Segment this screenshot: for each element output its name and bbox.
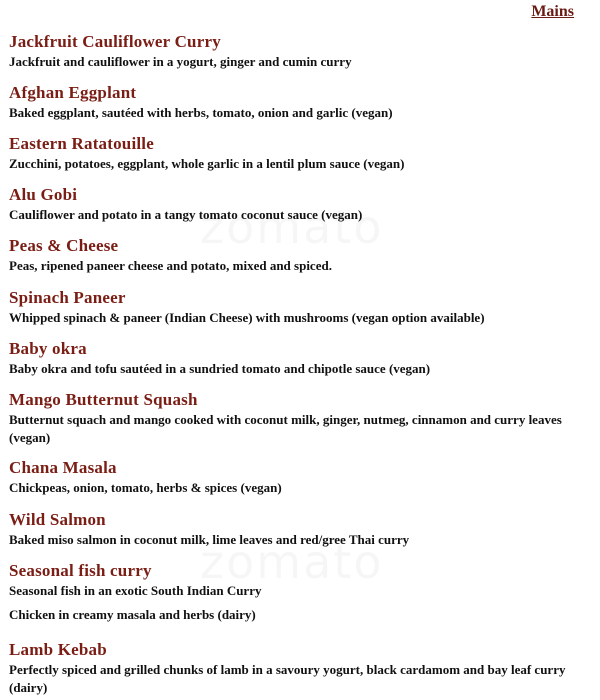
menu-item [9, 561, 590, 600]
menu-item [9, 83, 590, 122]
menu-item [9, 510, 590, 549]
section-title: Mains [531, 3, 574, 20]
item-name: Eastern Ratatouille [9, 134, 154, 153]
menu-item [9, 236, 590, 275]
item-name: Mango Butternut Squash [9, 390, 198, 409]
item-name: Alu Gobi [9, 185, 78, 204]
item-description: Seasonal fish in an exotic South Indian Curry [9, 583, 262, 598]
item-name: Baby okra [9, 339, 87, 358]
item-name: Spinach Paneer [9, 288, 126, 307]
menu-item [9, 134, 590, 173]
item-description: Whipped spinach & paneer (Indian Cheese) with mushrooms (vegan option available) [9, 310, 485, 325]
menu-item [9, 458, 590, 497]
item-name: Chana Masala [9, 458, 117, 477]
item-name: Afghan Eggplant [9, 83, 137, 102]
menu-item [9, 640, 590, 697]
item-description: Butternut squach and mango cooked with coconut milk, ginger, nutmeg, cinnamon and curry leaves (vegan) [9, 412, 562, 445]
item-name: Seasonal fish curry [9, 561, 152, 580]
item-name: Peas & Cheese [9, 236, 119, 255]
item-description: Perfectly spiced and grilled chunks of lamb in a savoury yogurt, black cardamom and bay leaf curry (dairy) [9, 662, 566, 695]
item-description: Peas, ripened paneer cheese and potato, mixed and spiced. [9, 258, 332, 273]
item-name: Wild Salmon [9, 510, 106, 529]
item-description: Baked eggplant, sautéed with herbs, tomato, onion and garlic (vegan) [9, 105, 393, 120]
item-description: Zucchini, potatoes, eggplant, whole garlic in a lentil plum sauce (vegan) [9, 156, 405, 171]
item-name: Lamb Kebab [9, 640, 107, 659]
item-description: Baked miso salmon in coconut milk, lime leaves and red/gree Thai curry [9, 532, 410, 547]
menu-item [9, 605, 590, 624]
menu-item [9, 185, 590, 224]
item-description: Chicken in creamy masala and herbs (dairy) [9, 607, 256, 622]
item-name: Jackfruit Cauliflower Curry [9, 32, 221, 51]
menu-item [9, 390, 590, 447]
item-description: Jackfruit and cauliflower in a yogurt, ginger and cumin curry [9, 54, 352, 69]
item-description: Baby okra and tofu sautéed in a sundried tomato and chipotle sauce (vegan) [9, 361, 431, 376]
item-description: Chickpeas, onion, tomato, herbs & spices (vegan) [9, 480, 282, 495]
item-description: Cauliflower and potato in a tangy tomato coconut sauce (vegan) [9, 207, 363, 222]
menu-item [9, 288, 590, 327]
menu-item [9, 32, 590, 71]
menu-item [9, 339, 590, 378]
